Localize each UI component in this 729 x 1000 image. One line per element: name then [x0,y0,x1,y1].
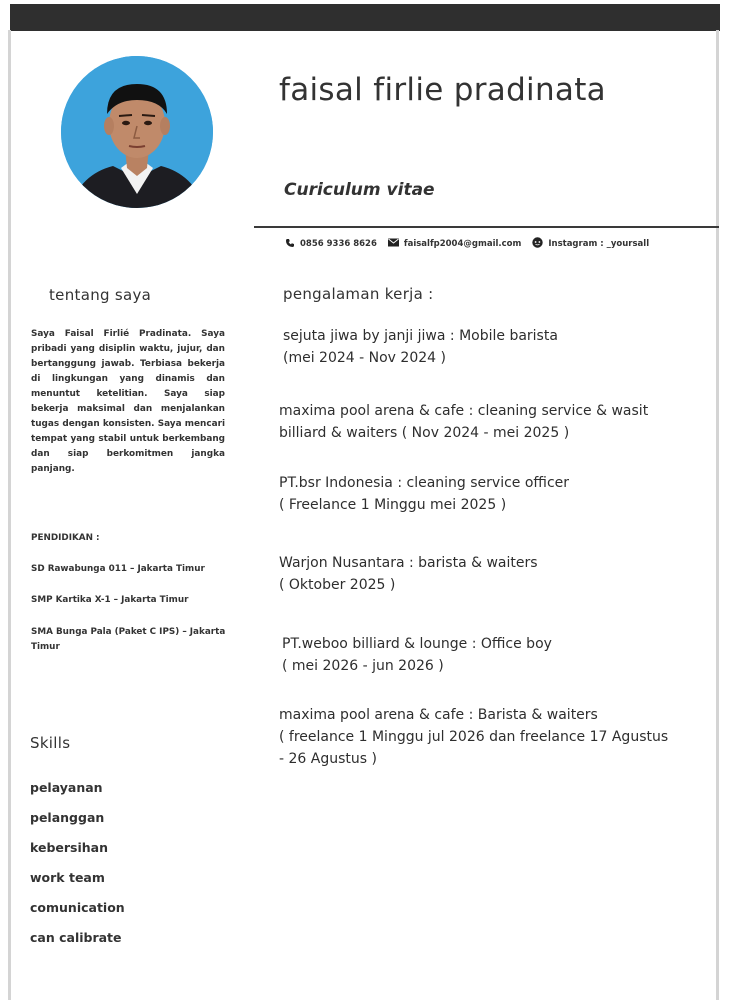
job-entry [279,472,714,516]
job-period: ( freelance 1 Minggu jul 2026 dan freelance 17 Agustus [279,729,669,745]
job-period: ( mei 2026 - jun 2026 ) [282,658,444,674]
job-entry [279,400,714,444]
job-period: ( Oktober 2025 ) [279,577,396,593]
instagram-handle: Instagram : _yoursall [548,239,650,249]
job-period: billiard & waiters ( Nov 2024 - mei 2025 ) [279,425,570,441]
instagram-icon [532,237,543,251]
job-entry [279,704,714,770]
job-entry [283,325,718,369]
person-name: faisal firlie pradinata [279,72,606,108]
education-item: SMP Kartika X-1 – Jakarta Timur [31,595,189,605]
job-entry [282,633,717,677]
job-title: maxima pool arena & cafe : Barista & waiters [279,707,598,723]
experience-heading: pengalaman kerja : [283,285,434,303]
page-left-edge [8,30,11,1000]
skill-item: pelayanan [30,780,103,795]
job-title: sejuta jiwa by janji jiwa : Mobile barista [283,328,558,344]
about-text: Saya Faisal Firlié Pradinata. Saya pribadi yang disiplin waktu, jujur, dan bertanggung jawab. Terbiasa bekerja di lingkungan yang dinamis dan menuntut ketelitian. Saya siap bekerja maksimal dan menjalankan tugas dengan konsisten. Saya mencari tempat yang stabil untuk berkembang dan siap berkomitmen jangka panjang. [31,329,225,474]
job-period: ( Freelance 1 Minggu mei 2025 ) [279,497,507,513]
job-title: Warjon Nusantara : barista & waiters [279,555,538,571]
skill-item: pelanggan [30,810,105,825]
education-item: SD Rawabunga 011 – Jakarta Timur [31,564,205,574]
header-divider [254,226,719,228]
phone-number: 0856 9336 8626 [300,239,377,249]
contact-row [285,237,649,251]
job-entry [279,552,714,596]
phone-icon [285,238,295,251]
page-right-edge [716,30,719,1000]
top-bar [10,4,720,31]
education-heading: PENDIDIKAN : [31,533,100,543]
skills-heading: Skills [30,734,71,752]
job-title: PT.weboo billiard & lounge : Office boy [282,636,552,652]
document-subtitle: Curiculum vitae [284,180,435,200]
profile-photo [61,56,213,208]
job-title: maxima pool arena & cafe : cleaning service & wasit [279,403,649,419]
skill-item: kebersihan [30,840,109,855]
job-period-continued: - 26 Agustus ) [279,751,377,767]
email-address: faisalfp2004@gmail.com [403,239,522,249]
about-heading: tentang saya [49,286,152,304]
email-icon [388,238,399,250]
avatar [61,56,213,208]
skill-item: work team [30,870,105,885]
job-period: (mei 2024 - Nov 2024 ) [283,350,446,366]
job-title: PT.bsr Indonesia : cleaning service officer [279,475,570,491]
education-item: SMA Bunga Pala (Paket C IPS) – Jakarta Timur [31,627,226,652]
skill-item: can calibrate [30,930,122,945]
skill-item: comunication [30,900,125,915]
